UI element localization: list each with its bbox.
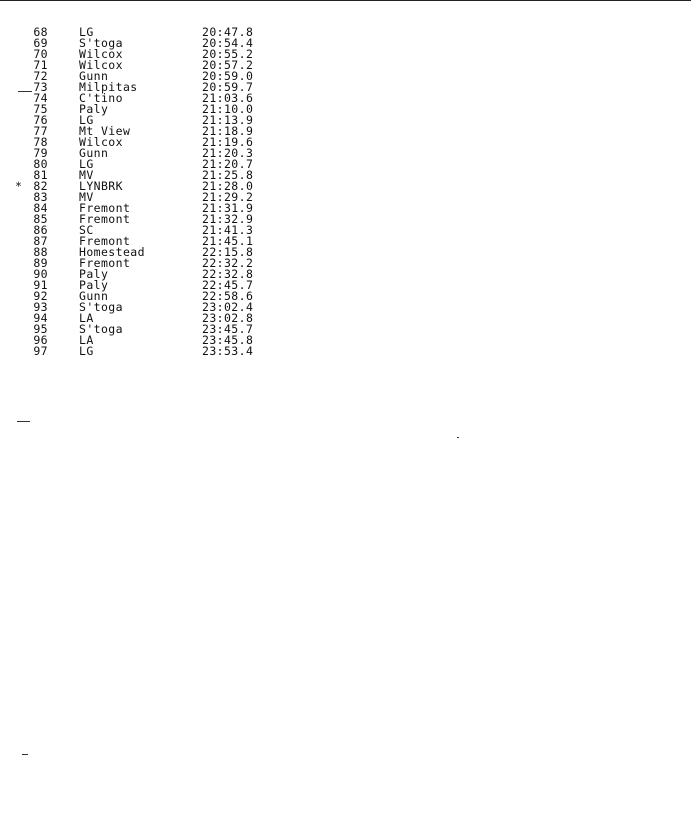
school-name: Mt View — [79, 124, 131, 138]
scan-speck — [17, 421, 30, 422]
school-name: Fremont — [79, 234, 131, 248]
finish-time: 22:58.6 — [202, 289, 254, 303]
school-name: MV — [79, 190, 94, 204]
place-number: 92 — [33, 289, 48, 303]
finish-time: 20:54.4 — [202, 36, 254, 50]
place-number: 86 — [33, 223, 48, 237]
finish-time: 21:29.2 — [202, 190, 254, 204]
finish-time: 20:59.7 — [202, 80, 254, 94]
school-name: Fremont — [79, 201, 131, 215]
finish-time: 21:28.0 — [202, 179, 254, 193]
school-name: LG — [79, 113, 94, 127]
finish-time: 21:13.9 — [202, 113, 254, 127]
finish-time: 23:53.4 — [202, 344, 254, 358]
school-name: Wilcox — [79, 58, 123, 72]
finish-time: 21:25.8 — [202, 168, 254, 182]
place-number: 68 — [33, 25, 48, 39]
school-name: LG — [79, 344, 94, 358]
finish-time: 21:20.3 — [202, 146, 254, 160]
place-number: 78 — [33, 135, 48, 149]
school-name: Paly — [79, 278, 109, 292]
row-marker: * — [15, 179, 23, 193]
place-number: 91 — [33, 278, 48, 292]
scan-speck — [22, 754, 28, 755]
scan-speck — [457, 437, 459, 438]
place-number: 97 — [33, 344, 48, 358]
place-number: 82 — [33, 179, 48, 193]
place-number: 80 — [33, 157, 48, 171]
place-number: 96 — [33, 333, 48, 347]
place-number: 70 — [33, 47, 48, 61]
school-name: Paly — [79, 267, 109, 281]
school-name: Paly — [79, 102, 109, 116]
school-name: Wilcox — [79, 135, 123, 149]
finish-time: 21:31.9 — [202, 201, 254, 215]
place-number: 81 — [33, 168, 48, 182]
school-name: LA — [79, 333, 94, 347]
school-name: LG — [79, 157, 94, 171]
place-number: 94 — [33, 311, 48, 325]
page-top-edge — [0, 0, 691, 1]
place-number: 90 — [33, 267, 48, 281]
school-name: SC — [79, 223, 94, 237]
finish-time: 23:02.4 — [202, 300, 254, 314]
place-number: 87 — [33, 234, 48, 248]
place-number: 72 — [33, 69, 48, 83]
school-name: Gunn — [79, 289, 109, 303]
finish-time: 22:15.8 — [202, 245, 254, 259]
school-name: MV — [79, 168, 94, 182]
finish-time: 20:47.8 — [202, 25, 254, 39]
result-row — [0, 346, 300, 357]
finish-time: 20:55.2 — [202, 47, 254, 61]
finish-time: 22:45.7 — [202, 278, 254, 292]
place-number: 93 — [33, 300, 48, 314]
finish-time: 23:45.8 — [202, 333, 254, 347]
scan-speck — [18, 91, 32, 92]
school-name: Milpitas — [79, 80, 138, 94]
school-name: LA — [79, 311, 94, 325]
school-name: S'toga — [79, 322, 123, 336]
place-number: 88 — [33, 245, 48, 259]
finish-time: 21:32.9 — [202, 212, 254, 226]
school-name: LYNBRK — [79, 179, 123, 193]
place-number: 71 — [33, 58, 48, 72]
place-number: 79 — [33, 146, 48, 160]
school-name: Fremont — [79, 212, 131, 226]
finish-time: 22:32.8 — [202, 267, 254, 281]
place-number: 95 — [33, 322, 48, 336]
school-name: Homestead — [79, 245, 145, 259]
school-name: C'tino — [79, 91, 123, 105]
place-number: 77 — [33, 124, 48, 138]
school-name: Gunn — [79, 69, 109, 83]
school-name: Fremont — [79, 256, 131, 270]
finish-time: 23:45.7 — [202, 322, 254, 336]
finish-time: 21:20.7 — [202, 157, 254, 171]
finish-time: 22:32.2 — [202, 256, 254, 270]
place-number: 85 — [33, 212, 48, 226]
place-number: 73 — [33, 80, 48, 94]
finish-time: 21:41.3 — [202, 223, 254, 237]
school-name: Gunn — [79, 146, 109, 160]
place-number: 74 — [33, 91, 48, 105]
finish-time: 21:18.9 — [202, 124, 254, 138]
school-name: Wilcox — [79, 47, 123, 61]
finish-time: 21:10.0 — [202, 102, 254, 116]
school-name: LG — [79, 25, 94, 39]
finish-time: 23:02.8 — [202, 311, 254, 325]
place-number: 83 — [33, 190, 48, 204]
school-name: S'toga — [79, 36, 123, 50]
finish-time: 21:45.1 — [202, 234, 254, 248]
place-number: 89 — [33, 256, 48, 270]
place-number: 76 — [33, 113, 48, 127]
school-name: S'toga — [79, 300, 123, 314]
place-number: 69 — [33, 36, 48, 50]
place-number: 75 — [33, 102, 48, 116]
finish-time: 20:59.0 — [202, 69, 254, 83]
finish-time: 21:19.6 — [202, 135, 254, 149]
finish-time: 21:03.6 — [202, 91, 254, 105]
results-table — [0, 27, 300, 357]
place-number: 84 — [33, 201, 48, 215]
finish-time: 20:57.2 — [202, 58, 254, 72]
